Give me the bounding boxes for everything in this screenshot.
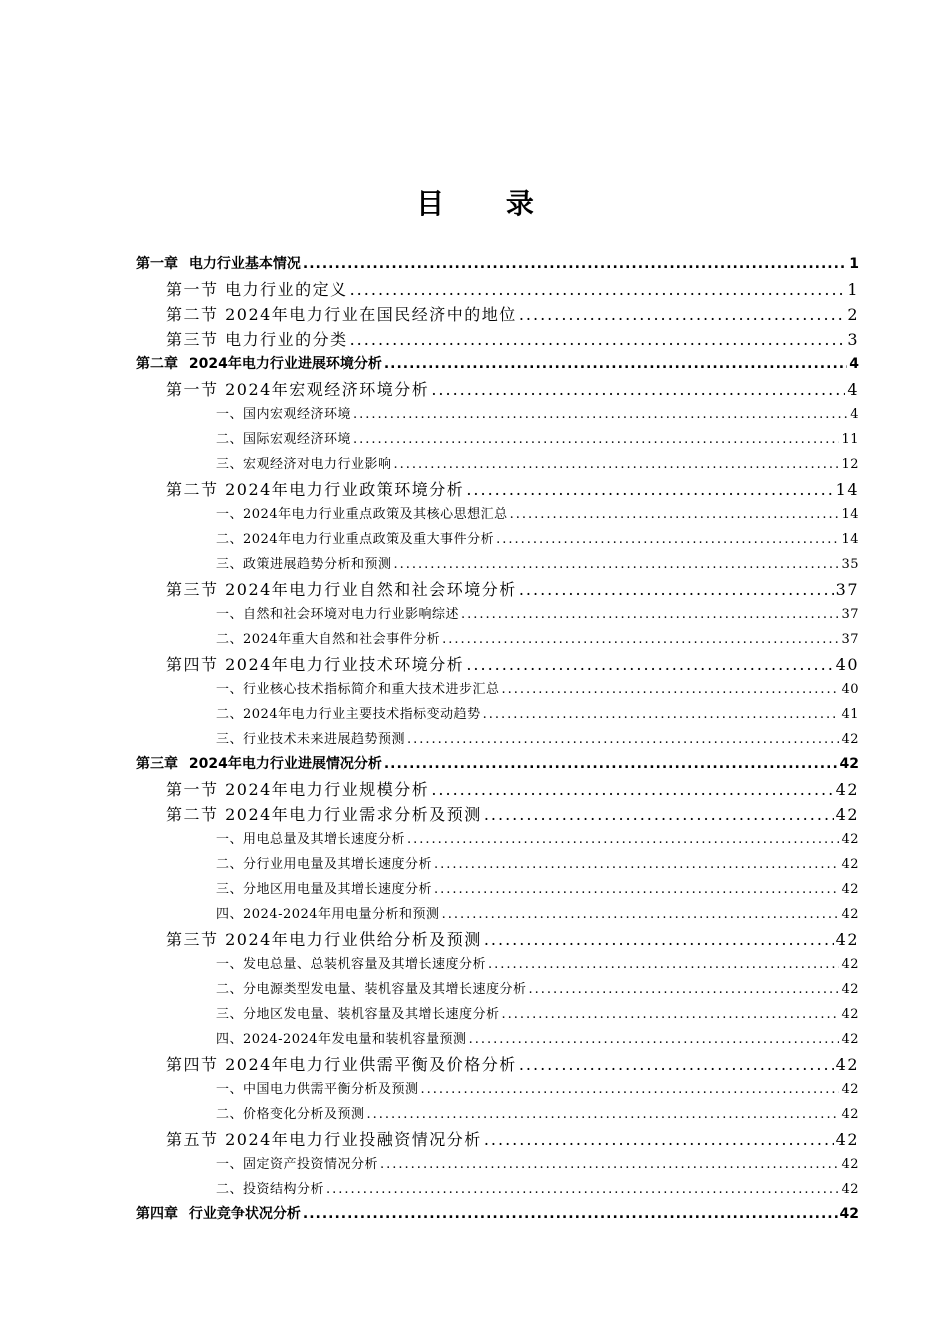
toc-entry-label: 第二节 2024年电力行业在国民经济中的地位: [166, 305, 517, 324]
toc-entry-item[interactable]: [0, 702, 859, 727]
toc-entry-page-number: 37: [835, 580, 859, 599]
toc-entry-chapter[interactable]: [0, 352, 859, 377]
toc-entry-page-number: 42: [841, 832, 859, 847]
toc-entry-label: 二、价格变化分析及预测: [216, 1107, 365, 1122]
dot-leader: [350, 327, 846, 352]
dot-leader: [384, 352, 847, 377]
dot-leader: [496, 527, 839, 552]
toc-entry-label: 一、用电总量及其增长速度分析: [216, 832, 406, 847]
toc-entry-label: 第五节 2024年电力行业投融资情况分析: [166, 1130, 482, 1149]
dot-leader: [466, 652, 833, 677]
toc-entry-chapter[interactable]: [0, 752, 859, 777]
dot-leader: [466, 477, 833, 502]
toc-entry-label: 三、分地区用电量及其增长速度分析: [216, 882, 433, 897]
toc-entry-section[interactable]: [0, 302, 859, 327]
toc-entry-page-number: 42: [841, 907, 859, 922]
toc-entry-label: 一、自然和社会环境对电力行业影响综述: [216, 607, 460, 622]
dot-leader: [326, 1177, 839, 1202]
dot-leader: [510, 502, 840, 527]
toc-entry-page-number: 41: [841, 707, 859, 722]
toc-entry-page-number: 37: [841, 607, 859, 622]
dot-leader: [442, 627, 839, 652]
toc-entry-page-number: 14: [835, 480, 859, 499]
toc-entry-label: 三、分地区发电量、装机容量及其增长速度分析: [216, 1007, 500, 1022]
toc-entry-page-number: 42: [835, 780, 859, 799]
toc-entry-section[interactable]: [0, 477, 859, 502]
toc-entry-label: 第一节 电力行业的定义: [166, 280, 348, 299]
toc-entry-page-number: 42: [841, 1107, 859, 1122]
toc-entry-label: 二、国际宏观经济环境: [216, 432, 352, 447]
toc-entry-page-number: 4: [850, 407, 859, 422]
toc-entry-item[interactable]: [0, 427, 859, 452]
toc-entry-label: 第四节 2024年电力行业技术环境分析: [166, 655, 465, 674]
toc-entry-page-number: 14: [841, 532, 859, 547]
dot-leader: [431, 377, 845, 402]
toc-entry-item[interactable]: [0, 552, 859, 577]
toc-entry-page-number: 3: [847, 330, 859, 349]
dot-leader: [529, 977, 840, 1002]
toc-entry-item[interactable]: [0, 1177, 859, 1202]
toc-entry-chapter[interactable]: [0, 252, 859, 277]
toc-entry-item[interactable]: [0, 502, 859, 527]
toc-entry-section[interactable]: [0, 927, 859, 952]
dot-leader: [380, 1152, 839, 1177]
toc-entry-section[interactable]: [0, 777, 859, 802]
toc-entry-page-number: 2: [847, 305, 859, 324]
dot-leader: [469, 1027, 840, 1052]
toc-entry-item[interactable]: [0, 1027, 859, 1052]
toc-entry-section[interactable]: [0, 277, 859, 302]
toc-entry-section[interactable]: [0, 377, 859, 402]
toc-entry-label: 第三节 2024年电力行业自然和社会环境分析: [166, 580, 517, 599]
dot-leader: [407, 827, 839, 852]
toc-entry-page-number: 4: [847, 380, 859, 399]
dot-leader: [350, 277, 846, 302]
toc-entry-page-number: 42: [835, 805, 859, 824]
toc-entry-section[interactable]: [0, 802, 859, 827]
toc-entry-item[interactable]: [0, 602, 859, 627]
toc-entry-item[interactable]: [0, 1002, 859, 1027]
toc-entry-label: 第一节 2024年宏观经济环境分析: [166, 380, 430, 399]
toc-entry-page-number: 12: [841, 457, 859, 472]
dot-leader: [502, 1002, 840, 1027]
toc-entry-label: 一、固定资产投资情况分析: [216, 1157, 379, 1172]
toc-entry-item[interactable]: [0, 727, 859, 752]
toc-entry-item[interactable]: [0, 527, 859, 552]
toc-entry-label: 第一章 电力行业基本情况: [136, 256, 301, 272]
toc-entry-label: 三、行业技术未来进展趋势预测: [216, 732, 406, 747]
toc-entry-label: 二、2024年电力行业主要技术指标变动趋势: [216, 707, 481, 722]
toc-entry-item[interactable]: [0, 452, 859, 477]
toc-entry-page-number: 4: [849, 356, 859, 372]
toc-entry-label: 第三节 电力行业的分类: [166, 330, 348, 349]
dot-leader: [421, 1077, 840, 1102]
toc-entry-label: 第三节 2024年电力行业供给分析及预测: [166, 930, 482, 949]
toc-entry-label: 第二节 2024年电力行业需求分析及预测: [166, 805, 482, 824]
dot-leader: [434, 852, 839, 877]
toc-entry-item[interactable]: [0, 627, 859, 652]
dot-leader: [483, 702, 840, 727]
dot-leader: [407, 727, 839, 752]
toc-entry-page-number: 42: [841, 957, 859, 972]
toc-entry-page-number: 42: [835, 1055, 859, 1074]
dot-leader: [431, 777, 833, 802]
dot-leader: [353, 402, 848, 427]
toc-entry-label: 四、2024-2024年用电量分析和预测: [216, 907, 440, 922]
toc-entry-page-number: 1: [849, 256, 859, 272]
dot-leader: [353, 427, 839, 452]
toc-entry-item[interactable]: [0, 852, 859, 877]
toc-list: [0, 252, 950, 1227]
toc-entry-label: 二、2024年电力行业重点政策及重大事件分析: [216, 532, 495, 547]
toc-entry-page-number: 42: [841, 732, 859, 747]
toc-entry-item[interactable]: [0, 1077, 859, 1102]
toc-entry-label: 四、2024-2024年发电量和装机容量预测: [216, 1032, 467, 1047]
dot-leader: [303, 252, 847, 277]
toc-entry-item[interactable]: [0, 977, 859, 1002]
dot-leader: [484, 802, 834, 827]
toc-entry-section[interactable]: [0, 652, 859, 677]
toc-entry-label: 二、投资结构分析: [216, 1182, 325, 1197]
toc-entry-section[interactable]: [0, 577, 859, 602]
toc-entry-page-number: 11: [841, 432, 859, 447]
toc-entry-page-number: 42: [841, 1182, 859, 1197]
dot-leader: [384, 752, 838, 777]
dot-leader: [519, 1052, 834, 1077]
dot-leader: [434, 877, 839, 902]
toc-entry-page-number: 42: [841, 1157, 859, 1172]
dot-leader: [519, 302, 846, 327]
toc-entry-label: 第三章 2024年电力行业进展情况分析: [136, 756, 382, 772]
dot-leader: [502, 677, 840, 702]
toc-entry-label: 一、2024年电力行业重点政策及其核心思想汇总: [216, 507, 508, 522]
dot-leader: [484, 1127, 834, 1152]
toc-entry-page-number: 42: [841, 1007, 859, 1022]
dot-leader: [484, 927, 834, 952]
toc-entry-page-number: 42: [841, 982, 859, 997]
toc-entry-section[interactable]: [0, 327, 859, 352]
toc-entry-label: 一、中国电力供需平衡分析及预测: [216, 1082, 419, 1097]
dot-leader: [442, 902, 840, 927]
toc-entry-page-number: 35: [841, 557, 859, 572]
toc-entry-chapter[interactable]: [0, 1202, 859, 1227]
toc-entry-item[interactable]: [0, 902, 859, 927]
toc-entry-page-number: 14: [841, 507, 859, 522]
toc-entry-page-number: 42: [839, 1206, 859, 1222]
dot-leader: [367, 1102, 840, 1127]
toc-entry-item[interactable]: [0, 877, 859, 902]
toc-entry-label: 第二章 2024年电力行业进展环境分析: [136, 356, 382, 372]
toc-entry-section[interactable]: [0, 1052, 859, 1077]
toc-entry-label: 一、行业核心技术指标简介和重大技术进步汇总: [216, 682, 500, 697]
toc-entry-page-number: 42: [841, 1082, 859, 1097]
toc-entry-label: 一、国内宏观经济环境: [216, 407, 352, 422]
toc-entry-page-number: 37: [841, 632, 859, 647]
toc-title: 目 录: [416, 187, 560, 220]
toc-entry-item[interactable]: [0, 827, 859, 852]
toc-entry-page-number: 42: [835, 930, 859, 949]
toc-entry-page-number: 42: [835, 1130, 859, 1149]
toc-entry-label: 第四章 行业竞争状况分析: [136, 1206, 301, 1222]
toc-entry-label: 二、2024年重大自然和社会事件分析: [216, 632, 441, 647]
dot-leader: [394, 552, 840, 577]
dot-leader: [488, 952, 839, 977]
toc-entry-label: 第四节 2024年电力行业供需平衡及价格分析: [166, 1055, 517, 1074]
toc-entry-section[interactable]: [0, 1127, 859, 1152]
toc-entry-label: 三、政策进展趋势分析和预测: [216, 557, 392, 572]
toc-entry-page-number: 42: [841, 882, 859, 897]
toc-entry-label: 二、分行业用电量及其增长速度分析: [216, 857, 433, 872]
toc-entry-label: 二、分电源类型发电量、装机容量及其增长速度分析: [216, 982, 527, 997]
toc-entry-page-number: 42: [839, 756, 859, 772]
toc-entry-item[interactable]: [0, 402, 859, 427]
toc-entry-page-number: 42: [841, 1032, 859, 1047]
dot-leader: [519, 577, 834, 602]
dot-leader: [394, 452, 840, 477]
toc-entry-item[interactable]: [0, 1152, 859, 1177]
toc-entry-label: 第二节 2024年电力行业政策环境分析: [166, 480, 465, 499]
toc-entry-item[interactable]: [0, 952, 859, 977]
toc-entry-page-number: 40: [841, 682, 859, 697]
toc-entry-item[interactable]: [0, 677, 859, 702]
toc-entry-page-number: 1: [847, 280, 859, 299]
toc-entry-page-number: 40: [835, 655, 859, 674]
toc-entry-item[interactable]: [0, 1102, 859, 1127]
toc-entry-label: 第一节 2024年电力行业规模分析: [166, 780, 430, 799]
toc-entry-page-number: 42: [841, 857, 859, 872]
dot-leader: [303, 1202, 838, 1227]
toc-entry-label: 一、发电总量、总装机容量及其增长速度分析: [216, 957, 487, 972]
dot-leader: [461, 602, 839, 627]
toc-entry-label: 三、宏观经济对电力行业影响: [216, 457, 392, 472]
